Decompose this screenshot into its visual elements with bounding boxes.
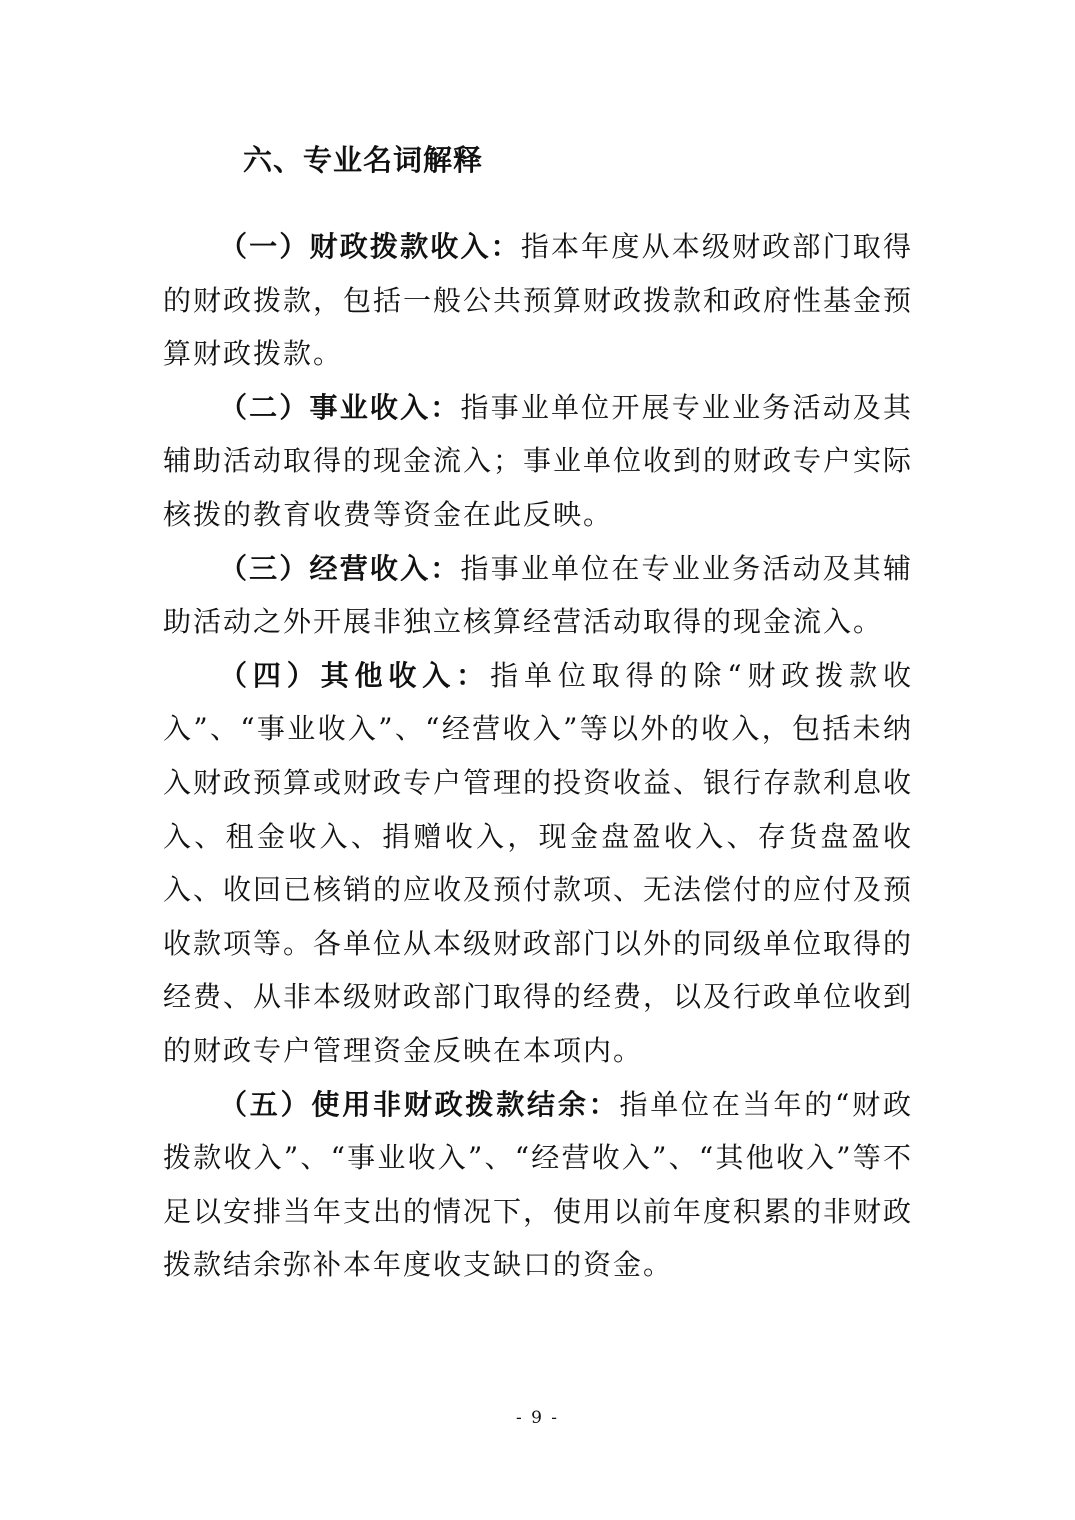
definition-text-4: 指单位取得的除“财政拨款收入”、“事业收入”、“经营收入”等以外的收入，包括未纳入财政预算或财政专户管理的投资收益、银行存款利息收入、租金收入、捐赠收入，现金盘盈收入、存货盘盈收入、收回已核销的应收及预付款项、无法偿付的应付及预收款项等。各单位从本级财政部门以外的同级单位取得的经费、从非本级财政部门取得的经费，以及行政单位收到的财政专户管理资金反映在本项内。	[163, 658, 914, 1067]
definition-paragraph-5	[163, 1078, 913, 1292]
definition-text-2: 指事业单位开展专业业务活动及其辅助活动取得的现金流入；事业单位收到的财政专户实际核拨的教育收费等资金在此反映。	[163, 390, 914, 531]
definition-term-3: （三）经营收入：	[219, 551, 461, 585]
definition-term-2: （二）事业收入：	[219, 390, 461, 424]
definition-paragraph-3	[163, 542, 913, 649]
definition-paragraph-2	[163, 381, 913, 542]
definition-paragraph-1	[163, 220, 913, 381]
definition-text-3: 指事业单位在专业业务活动及其辅助活动之外开展非独立核算经营活动取得的现金流入。	[163, 551, 913, 639]
definition-term-1: （一）财政拨款收入：	[219, 230, 521, 263]
definition-text-1: 指本年度从本级财政部门取得的财政拨款，包括一般公共预算财政拨款和政府性基金预算财政拨款。	[163, 230, 914, 371]
section-heading: 六、专业名词解释	[243, 143, 484, 177]
definition-term-5: （五）使用非财政拨款结余：	[219, 1087, 620, 1121]
document-body	[163, 220, 913, 1292]
definition-term-4: （四）其他收入：	[219, 658, 491, 692]
definition-text-5: 指单位在当年的“财政拨款收入”、“事业收入”、“经营收入”、“其他收入”等不足以安排当年支出的情况下，使用以前年度积累的非财政拨款结余弥补本年度收支缺口的资金。	[163, 1087, 914, 1282]
definition-paragraph-4	[163, 649, 913, 1078]
page-number: - 9 -	[515, 1408, 560, 1428]
